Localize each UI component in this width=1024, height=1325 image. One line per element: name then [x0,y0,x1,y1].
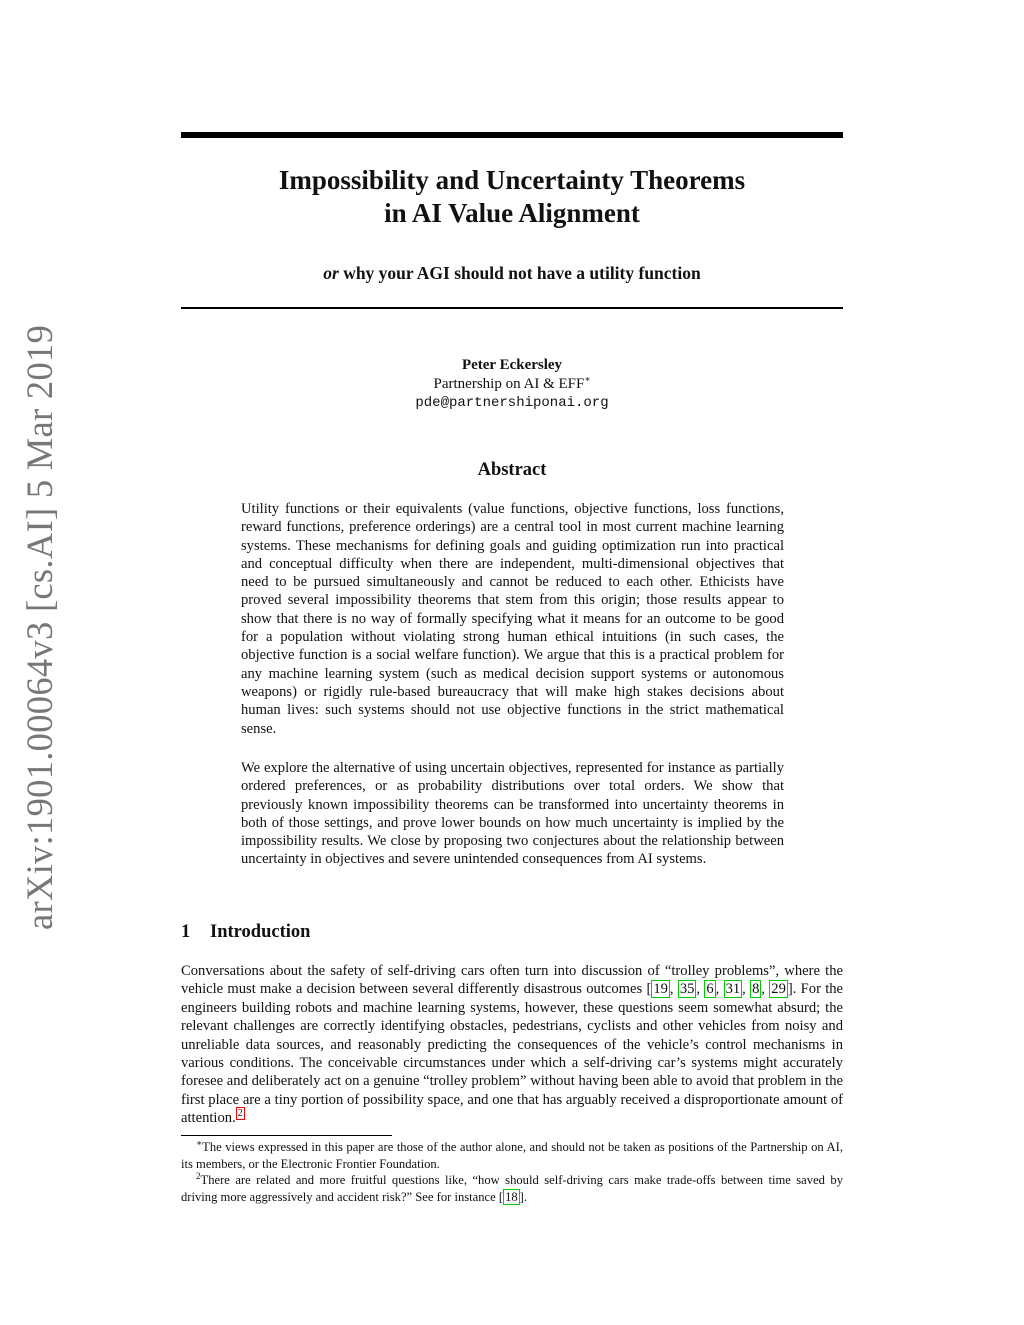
footnote-2-mark: 2 [196,1170,201,1181]
intro-text-start: Conversations about the safety of self-driving cars often turn into discussion of “trolley problems”, where the vehicle must make a decision between several differently disastrous outcomes [ [181,963,843,998]
citation-separator: , [715,981,724,998]
title-line-1: Impossibility and Uncertainty Theorems [278,165,746,195]
citation-link[interactable]: 18 [505,1189,518,1204]
title-top-rule [181,132,843,138]
citation-separator: , [742,981,751,998]
abstract-paragraph-2 [241,759,784,869]
section-title: Introduction [210,922,311,942]
citation-link[interactable]: 6 [706,981,714,998]
citation-separator: , [696,981,705,998]
title-line-2: in AI Value Alignment [384,198,640,228]
author-name: Peter Eckersley [461,357,563,373]
footnotes [181,1139,843,1205]
citation-separator: , [761,981,770,998]
citation-link[interactable]: 31 [725,981,741,998]
subtitle-or: or [323,263,339,283]
citation-separator: , [669,981,678,998]
intro-text [181,962,843,1128]
abstract-heading: Abstract [477,460,547,480]
paper-title [181,164,843,230]
citation-link[interactable]: 8 [752,981,760,998]
footnote-2 [181,1172,843,1205]
footnote-1 [181,1139,843,1172]
footnote-ref-link[interactable]: 2 [237,1108,243,1120]
footnote-2-text: There are related and more fruitful questions like, “how should self-driving cars make trade-offs between time saved by driving more aggressively and accident risk?” See for instance [ [181,1173,843,1204]
citation-link[interactable]: 29 [771,981,786,998]
author-affiliation: Partnership on AI & EFF [433,376,585,392]
paper-subtitle [181,261,843,285]
citation-link[interactable]: 35 [679,981,695,998]
footnote-rule [181,1135,392,1136]
footnote-1-mark: ∗ [196,1137,203,1148]
section-number: 1 [181,922,191,942]
abstract-paragraph-1 [241,500,784,738]
title-bottom-rule [181,307,843,309]
affiliation-footnote-mark[interactable]: ∗ [584,374,591,384]
citation-link[interactable]: 19 [653,981,668,998]
abstract-text-1: Utility functions or their equivalents (value functions, objective functions, loss functions, reward functions, preference orderings) are a central tool in most current machine learning systems. These mechanisms for defining goals and guiding optimization run into practical and conceptual difficulty when there are independent, multi-dimensional objectives that need to be pursued simultaneously and cannot be reduced to each other. Ethicists have proved several impossibility theorems that stem from this origin; those results appear to show that there is no way of formally specifying what it means for an outcome to be good for a population without violating strong human ethical intuitions (in such cases, the objective function is a social welfare function). We argue that this is a practical problem for any machine learning system (such as medical decision support systems or autonomous weapons) or rigidly rule-based bureaucracy that will make high stakes decisions about human lives: such systems should not use objective functions in the strict mathematical sense. [241,501,784,737]
arxiv-sidebar-stamp: arXiv:1901.00064v3 [cs.AI] 5 Mar 2019 [19,324,60,930]
section-heading-introduction [181,920,310,944]
author-affiliation-line [181,375,843,394]
author-email[interactable]: pde@partnershiponai.org [415,395,609,411]
footnote-2-text-end: ]. [519,1189,528,1204]
footnote-1-text: The views expressed in this paper are those of the author alone, and should not be taken as positions of the Partnership on AI, its members, or the Electronic Frontier Foundation. [181,1140,843,1171]
intro-text-rest: ]. For the engineers building robots and machine learning systems, however, these questions seem somewhat absurd; the relevant challenges are correctly identifying obstacles, pedestrians, cyclists and other vehicles from noisy and unreliable data sources, and reasonably predicting the consequences of the vehicle’s control mechanisms in various conditions. The conceivable circumstances under which a self-driving car’s systems might accurately foresee and deliberately act on a genuine “trolley problem” without having been able to avoid that problem in the first place are a tiny portion of possibility space, and one that has arguably received a disproportionate amount of attention. [181,981,844,1127]
introduction-paragraph [181,962,843,1128]
subtitle-text: why your AGI should not have a utility function [338,263,701,283]
author-block [181,356,843,413]
abstract-text-2: We explore the alternative of using uncertain objectives, represented for instance as partially ordered preferences, or as probability distributions over total orders. We show that previously known impossibility theorems can be transformed into uncertainty theorems in both of those settings, and prove lower bounds on how much uncertainty is implied by the impossibility results. We close by proposing two conjectures about the relationship between uncertainty in objectives and severe unintended consequences from AI systems. [241,760,784,868]
